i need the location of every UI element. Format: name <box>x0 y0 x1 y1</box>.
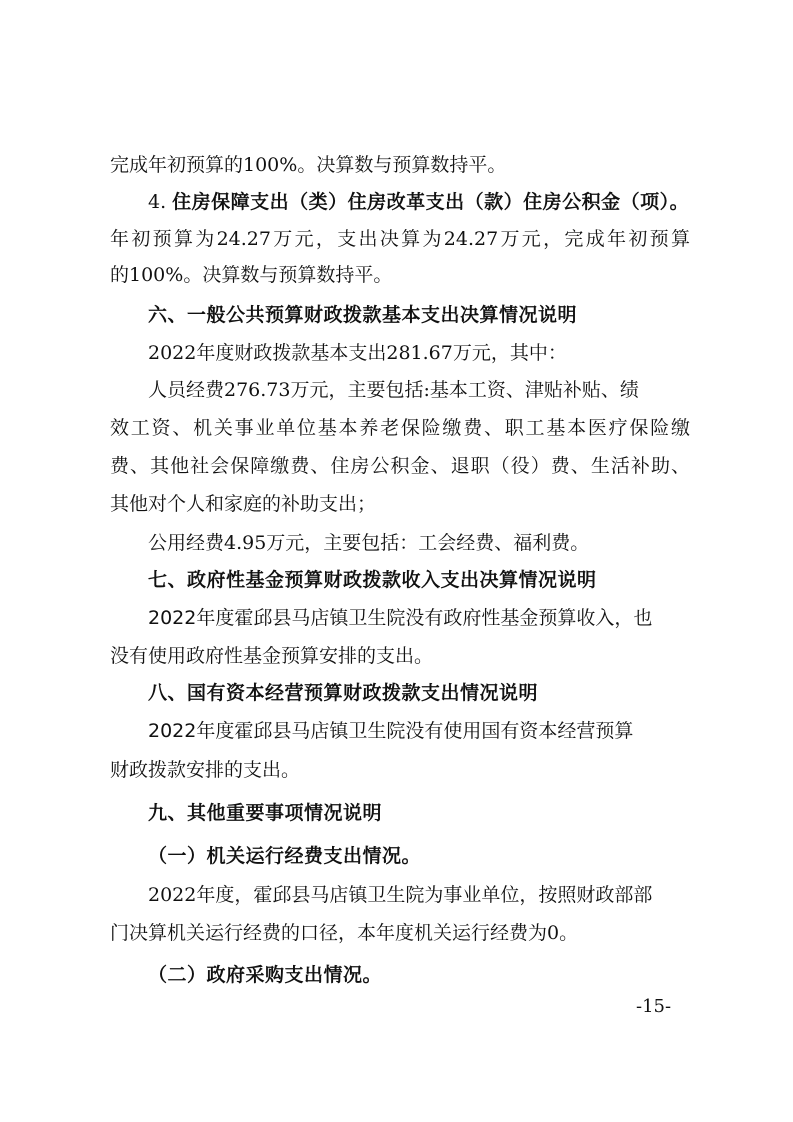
paragraph-line: 门决算机关运行经费的口径，本年度机关运行经费为0。 <box>110 922 579 944</box>
subsection-heading-2: （二）政府采购支出情况。 <box>148 964 383 986</box>
paragraph-line: 2022年度，霍邱县马店镇卫生院为事业单位，按照财政部部 <box>148 884 653 906</box>
paragraph-line: 年初预算为24.27万元，支出决算为24.27万元，完成年初预算 <box>110 228 690 250</box>
item-4-heading <box>148 189 689 215</box>
section-heading-9: 九、其他重要事项情况说明 <box>148 802 383 824</box>
paragraph-line: 完成年初预算的100%。决算数与预算数持平。 <box>110 154 507 176</box>
paragraph-line: 效工资、机关事业单位基本养老保险缴费、职工基本医疗保险缴 <box>110 417 690 439</box>
paragraph-line: 2022年度霍邱县马店镇卫生院没有使用国有资本经营预算 <box>148 720 634 742</box>
paragraph-line: 人员经费276.73万元，主要包括:基本工资、津贴补贴、绩 <box>148 379 639 401</box>
section-heading-8: 八、国有资本经营预算财政拨款支出情况说明 <box>148 682 539 704</box>
paragraph-line: 其他对个人和家庭的补助支出； <box>110 493 377 515</box>
paragraph-line: 2022年度霍邱县马店镇卫生院没有政府性基金预算收入，也 <box>148 607 653 629</box>
paragraph-line: 没有使用政府性基金预算安排的支出。 <box>110 645 434 667</box>
section-heading-7: 七、政府性基金预算财政拨款收入支出决算情况说明 <box>148 569 597 591</box>
page-number: -15- <box>636 996 672 1017</box>
section-heading-6: 六、一般公共预算财政拨款基本支出决算情况说明 <box>148 304 578 326</box>
item-title: 住房保障支出（类）住房改革支出（款）住房公积金（项）。 <box>172 191 690 213</box>
paragraph-line: 费、其他社会保障缴费、住房公积金、退职（役）费、生活补助、 <box>110 455 690 477</box>
subsection-heading-1: （一）机关运行经费支出情况。 <box>148 845 422 867</box>
paragraph-line: 的100%。决算数与预算数持平。 <box>110 264 393 286</box>
paragraph-line: 财政拨款安排的支出。 <box>110 759 301 781</box>
item-number: 4. <box>148 191 173 213</box>
paragraph-line: 2022年度财政拨款基本支出281.67万元，其中： <box>148 342 567 364</box>
paragraph-line: 公用经费4.95万元，主要包括：工会经费、福利费。 <box>148 532 590 554</box>
